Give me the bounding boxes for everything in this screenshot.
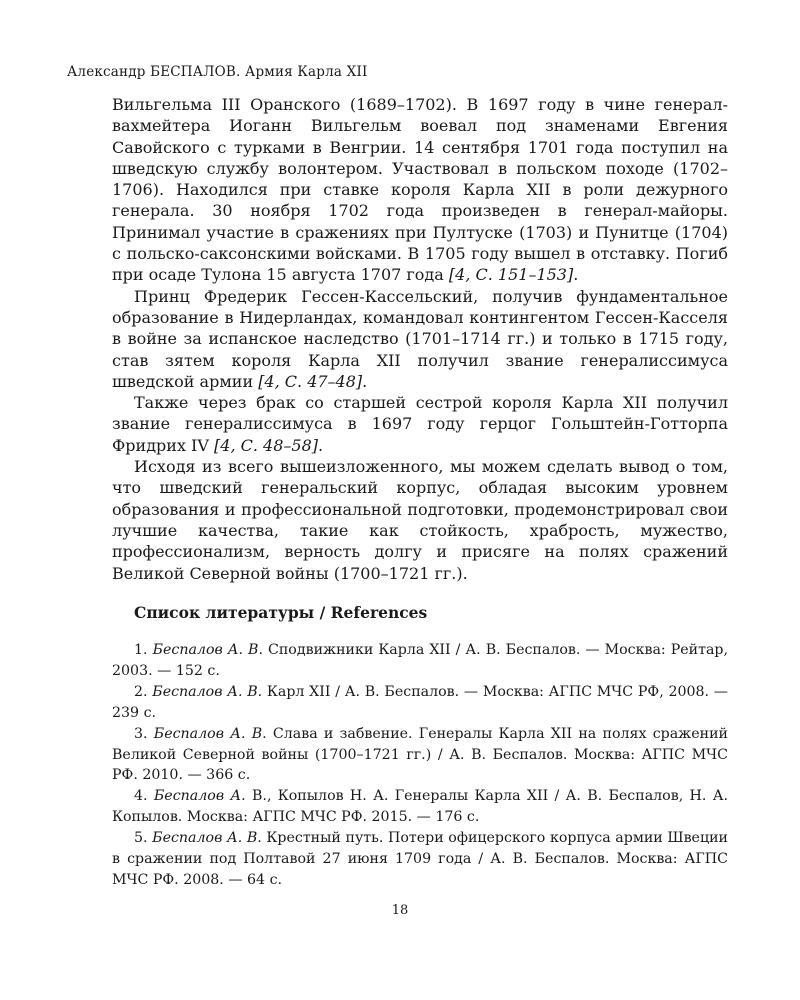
running-head: Александр БЕСПАЛОВ. Армия Карла XII	[67, 64, 368, 80]
paragraph-1: Вильгельма III Оранского (1689–1702). В 1697 году в чине генерал-вахмейтера Иоганн Вильгельм воевал под знаменами Евгения Савойского с турками в Венгрии. 14 сентября 1701 года поступил на шведскую службу волонтером. Участвовал в польском походе (1702–1706). Находился при ставке короля Карла XII в роли дежурного генерала. 30 ноября 1702 года произведен в генерал-майоры. Принимал участие в сражениях при Пултуске (1703) и Пунитце (1704) с польско-саксонскими войсками. В 1705 году вышел в отставку. Погиб при осаде Тулона 15 августа 1707 года [4, С. 151–153].	[112, 95, 728, 285]
reference-item: 5. Беспалов А. В. Крестный путь. Потери офицерского корпуса армии Швеции в сражении под Полтавой 27 июня 1709 года / А. В. Беспалов. Москва: АГПС МЧС РФ. 2008. — 64 с.	[112, 830, 728, 888]
page-number: 18	[391, 903, 409, 918]
reference-item: 4. Беспалов А. В., Копылов Н. А. Генералы Карла XII / А. В. Беспалов, Н. А. Копылов. Москва: АГПС МЧС РФ. 2015. — 176 с.	[112, 788, 729, 826]
references-heading: Список литературы / References	[134, 603, 428, 622]
paragraph-3: Также через брак со старшей сестрой короля Карла XII получил звание генералиссимуса в 1697 году герцог Гольштейн-Готторпа Фридрих IV [4, С. 48–58].	[112, 393, 728, 455]
citation: [4, С. 151–153]	[448, 265, 574, 285]
reference-list	[112, 640, 728, 891]
citation: [4, С. 48–58]	[214, 435, 318, 455]
reference-item: 3. Беспалов А. В. Слава и забвение. Генералы Карла XII на полях сражений Великой Северной войны (1700–1721 гг.) / А. В. Беспалов. Москва: АГПС МЧС РФ. 2010. — 366 с.	[112, 725, 728, 784]
paragraph-4: Исходя из всего вышеизложенного, мы можем сделать вывод о том, что шведский генеральский корпус, обладая высоким уровнем образования и профессиональной подготовки, продемонстрировал свои лучшие качества, такие как стойкость, храбрость, мужество, профессионализм, верность долгу и присяге на полях сражений Великой Северной войны (1700–1721 гг.).	[112, 457, 728, 583]
paragraph-2: Принц Фредерик Гессен-Кассельский, получив фундаментальное образование в Нидерландах, командовал контингентом Гессен-Касселя в войне за испанское наследство (1701–1714 гг.) и только в 1715 году, став зятем короля Карла XII получил звание генералиссимуса шведской армии [4, С. 47–48].	[112, 286, 728, 391]
citation: [4, С. 47–48]	[258, 371, 363, 391]
body-text	[112, 94, 728, 584]
reference-item: 2. Беспалов А. В. Карл XII / А. В. Беспалов. — Москва: АГПС МЧС РФ, 2008. — 239 с.	[112, 683, 728, 721]
reference-item: 1. Беспалов А. В. Сподвижники Карла XII / А. В. Беспалов. — Москва: Рейтар, 2003. — 152 с.	[112, 642, 729, 679]
